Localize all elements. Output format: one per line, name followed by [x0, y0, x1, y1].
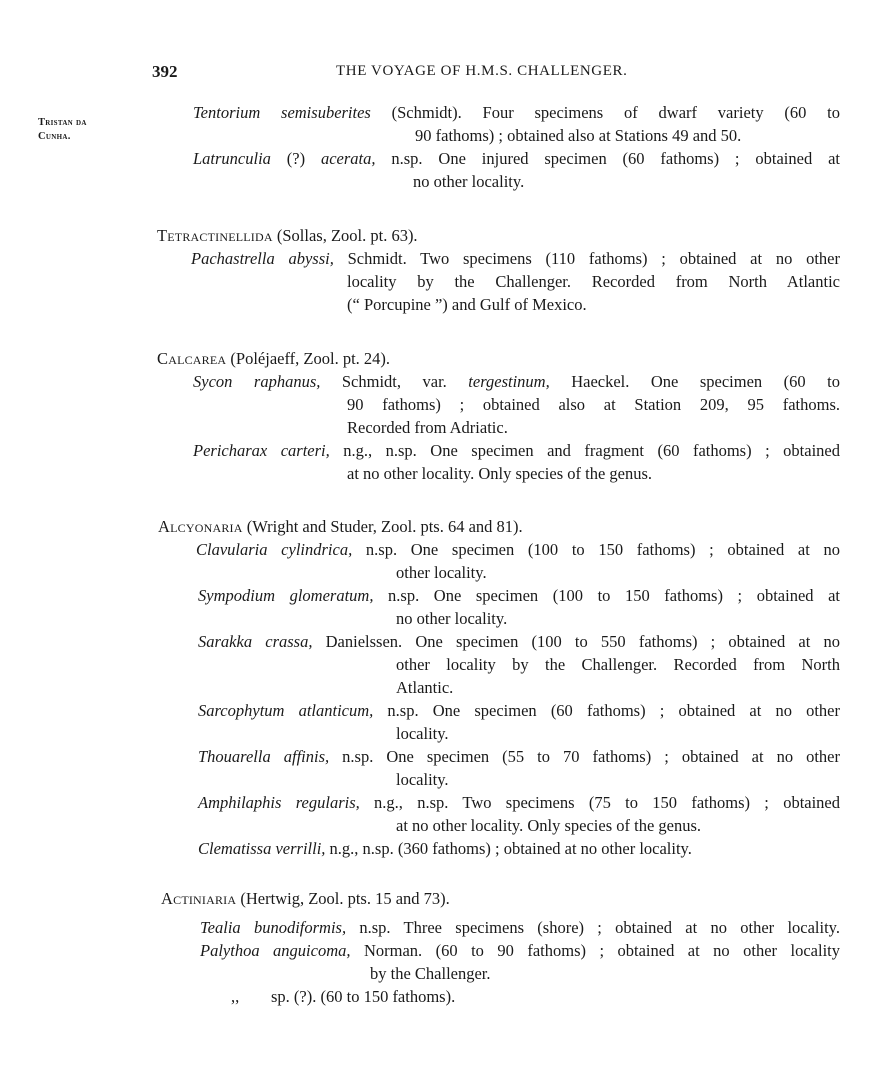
running-title: THE VOYAGE OF H.M.S. CHALLENGER. [336, 63, 628, 79]
species-entry [193, 147, 840, 193]
entry-continuation: no other locality. [396, 609, 508, 628]
species-name: Sympodium glomeratum, [198, 586, 374, 605]
species-entry [191, 247, 840, 316]
group-name: Actiniaria [161, 889, 237, 908]
species-entry [196, 538, 840, 584]
species-entry-ditto [231, 985, 840, 1008]
ditto-mark: ,, [231, 987, 240, 1006]
entry-text: n.sp. One injured specimen (60 fathoms) ; obtained at [375, 149, 840, 168]
species-name: Latrunculia [193, 149, 271, 168]
species-name: Thouarella affinis, [198, 747, 330, 766]
section-tetractinellida [157, 224, 840, 316]
species-entry [198, 791, 840, 837]
species-entry [198, 584, 840, 630]
entry-text: sp. (?). (60 to 150 fathoms). [271, 987, 456, 1006]
entry-text: n.sp. One specimen (100 to 150 fathoms) ; obtained at no [352, 540, 840, 559]
entry-text: Norman. (60 to 90 fathoms) ; obtained at no other locality [350, 941, 840, 960]
species-name-part: acerata, [320, 149, 376, 168]
species-entry [200, 916, 840, 939]
entry-continuation: at no other locality. Only species of the genus. [396, 816, 702, 835]
entry-text: n.sp. One specimen (60 fathoms) ; obtained at no other [373, 701, 840, 720]
entry-continuation: no other locality. [413, 172, 525, 191]
page-header [0, 60, 880, 84]
species-entry [193, 439, 840, 485]
species-name: Pericharax carteri, [193, 441, 330, 460]
group-reference: (Wright and Studer, Zool. pts. 64 and 81). [242, 517, 523, 536]
entry-continuation: locality by the Challenger. Recorded from North Atlantic [347, 272, 840, 291]
margin-note-line: Cunha. [38, 131, 71, 142]
group-heading [157, 347, 840, 370]
species-qualifier: (?) [270, 149, 321, 168]
entry-continuation: other locality. [396, 563, 487, 582]
group-heading [161, 887, 840, 910]
entry-text: Schmidt, var. [320, 372, 469, 391]
group-name: Tetractinellida [157, 226, 273, 245]
species-entry [198, 745, 840, 791]
page-number: 392 [152, 62, 178, 81]
species-entry [200, 939, 840, 985]
entry-text: n.sp. One specimen (55 to 70 fathoms) ; obtained at no other [329, 747, 840, 766]
section-intro-sponges [193, 101, 840, 193]
species-name: Tealia bunodiformis, [200, 918, 347, 937]
entry-continuation: other locality by the Challenger. Recorded from North [396, 655, 840, 674]
species-entry [193, 370, 840, 439]
entry-continuation: Recorded from Adriatic. [347, 418, 508, 437]
species-name: Clavularia cylindrica, [196, 540, 353, 559]
entry-continuation: by the Challenger. [370, 964, 491, 983]
entry-continuation: locality. [396, 724, 449, 743]
entry-text: n.sp. Three specimens (shore) ; obtained at no other locality. [346, 918, 840, 937]
entry-continuation: (“ Porcupine ”) and Gulf of Mexico. [347, 295, 587, 314]
species-name: Clematissa verrilli, [198, 839, 326, 858]
entry-text: Schmidt. Two specimens (110 fathoms) ; obtained at no other [333, 249, 840, 268]
entry-continuation: at no other locality. Only species of the genus. [347, 464, 653, 483]
species-name: Pachastrella abyssi, [191, 249, 334, 268]
species-entry [198, 630, 840, 699]
species-name: Tentorium semisuberites [193, 103, 371, 122]
group-reference: (Sollas, Zool. pt. 63). [272, 226, 418, 245]
species-entry [193, 101, 840, 147]
entry-continuation: locality. [396, 770, 449, 789]
entry-text: n.g., n.sp. Two specimens (75 to 150 fathoms) ; obtained [359, 793, 841, 812]
section-actiniaria [161, 887, 840, 1008]
species-name: Sarcophytum atlanticum, [198, 701, 374, 720]
section-alcyonaria [158, 515, 840, 860]
entry-text: Danielssen. One specimen (100 to 550 fathoms) ; obtained at no [312, 632, 840, 651]
variety-name: tergestinum, [468, 372, 550, 391]
section-calcarea [157, 347, 840, 485]
margin-note-line: Tristan da [38, 117, 87, 128]
group-reference: (Poléjaeff, Zool. pt. 24). [226, 349, 391, 368]
entry-text: n.sp. One specimen (100 to 150 fathoms) ; obtained at [373, 586, 841, 605]
entry-text: n.g., n.sp. (360 fathoms) ; obtained at no other locality. [325, 839, 692, 858]
species-name: Palythoa anguicoma, [200, 941, 351, 960]
entry-text: (Schmidt). Four specimens of dwarf variety (60 to [370, 103, 840, 122]
group-heading [157, 224, 840, 247]
entry-text: n.g., n.sp. One specimen and fragment (60 fathoms) ; obtained [329, 441, 840, 460]
entry-continuation: 90 fathoms) ; obtained also at Stations 49 and 50. [415, 126, 742, 145]
entry-continuation: 90 fathoms) ; obtained also at Station 209, 95 fathoms. [347, 395, 840, 414]
species-entry [198, 699, 840, 745]
entry-text: Haeckel. One specimen (60 to [549, 372, 840, 391]
group-name: Calcarea [157, 349, 227, 368]
species-name: Sycon raphanus, [193, 372, 321, 391]
group-heading [158, 515, 840, 538]
group-reference: (Hertwig, Zool. pts. 15 and 73). [236, 889, 450, 908]
species-name: Amphilaphis regularis, [198, 793, 360, 812]
group-name: Alcyonaria [158, 517, 243, 536]
species-entry [198, 837, 840, 860]
species-name: Sarakka crassa, [198, 632, 313, 651]
margin-note-locality [38, 116, 138, 144]
entry-continuation: Atlantic. [396, 678, 454, 697]
